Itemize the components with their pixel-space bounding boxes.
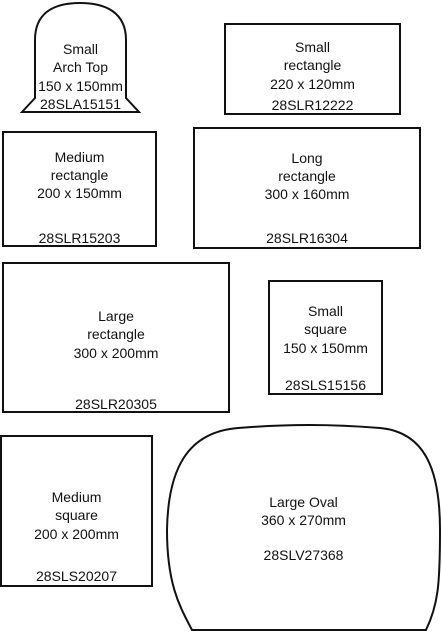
small-square-code: 28SLS15156 xyxy=(285,377,366,393)
medium-square-code: 28SLS20207 xyxy=(36,568,117,584)
large-rectangle-code: 28SLR20305 xyxy=(75,396,157,412)
small-square-size: 150 x 150mm xyxy=(283,340,368,356)
medium-rectangle-name-line1: Medium xyxy=(54,149,105,165)
long-rectangle-size: 300 x 160mm xyxy=(264,186,350,202)
small-rectangle-name-line1: Small xyxy=(294,39,330,55)
large-rectangle-name-line1: Large xyxy=(98,308,134,324)
long-rectangle-name-line1: Long xyxy=(291,150,323,166)
medium-square-size: 200 x 200mm xyxy=(34,526,119,542)
arch-top-size: 150 x 150mm xyxy=(38,78,123,94)
small-rectangle-size: 220 x 120mm xyxy=(270,76,355,92)
medium-square-name-line2: square xyxy=(55,507,98,523)
small-rectangle-code: 28SLR12222 xyxy=(271,97,354,113)
large-oval-code: 28SLV27368 xyxy=(263,547,344,563)
long-rectangle-name-line2: rectangle xyxy=(278,168,336,184)
large-oval-name: Large Oval xyxy=(269,494,338,510)
arch-top-code: 28SLA15151 xyxy=(40,96,121,112)
small-square-name-line2: square xyxy=(304,321,347,337)
medium-rectangle-size: 200 x 150mm xyxy=(37,185,122,201)
large-oval-size: 360 x 270mm xyxy=(261,512,346,528)
small-square-name-line1: Small xyxy=(307,303,343,319)
medium-square-name-line1: Medium xyxy=(51,489,102,505)
long-rectangle-code: 28SLR16304 xyxy=(266,230,348,246)
medium-rectangle-name-line2: rectangle xyxy=(50,167,109,183)
large-rectangle-size: 300 x 200mm xyxy=(73,345,159,361)
arch-top-name-line2: Arch Top xyxy=(53,59,108,75)
medium-rectangle-code: 28SLR15203 xyxy=(38,230,121,246)
arch-top-name-line1: Small xyxy=(62,41,98,57)
small-rectangle-name-line2: rectangle xyxy=(283,57,342,73)
large-rectangle-name-line2: rectangle xyxy=(87,326,145,342)
